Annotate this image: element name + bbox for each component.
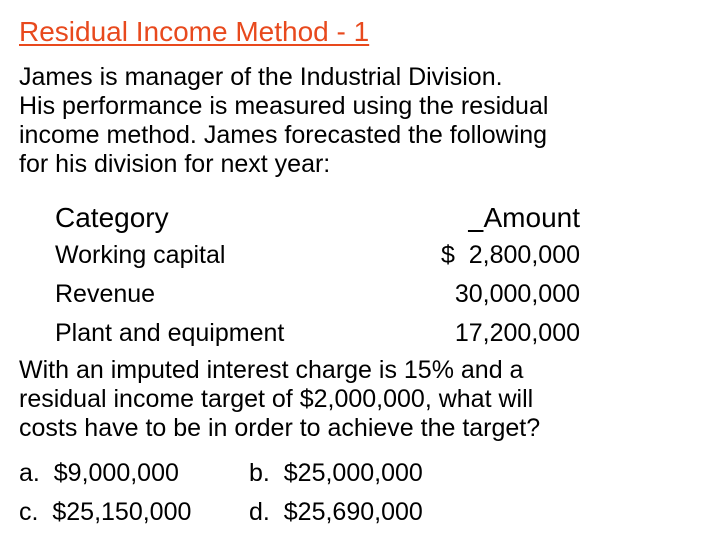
option-value: $25,690,000	[283, 498, 423, 526]
question-line: With an imputed interest charge is 15% and a	[19, 356, 524, 384]
row-category: Plant and equipment	[55, 319, 285, 347]
answer-option-d	[249, 493, 423, 532]
option-value: $25,000,000	[283, 459, 423, 487]
intro-paragraph	[19, 63, 709, 179]
question-line: costs have to be in order to achieve the target?	[19, 414, 541, 442]
header-amount-wrap	[468, 202, 580, 234]
table-row	[55, 315, 580, 354]
answer-row	[19, 454, 539, 493]
option-value: $25,150,000	[52, 498, 192, 526]
intro-line: His performance is measured using the residual	[19, 92, 549, 120]
answer-option-c	[19, 493, 191, 532]
option-label: d.	[249, 498, 270, 526]
answer-option-a	[19, 454, 179, 493]
slide-title: Residual Income Method - 1	[19, 16, 370, 47]
table-row	[55, 237, 580, 276]
question-paragraph	[19, 356, 709, 443]
answer-option-b	[249, 454, 423, 493]
row-amount: $ 2,800,000	[440, 241, 580, 269]
row-amount: 30,000,000	[454, 280, 580, 308]
forecast-table	[55, 196, 580, 354]
intro-line: income method. James forecasted the following	[19, 121, 548, 149]
intro-line: James is manager of the Industrial Division.	[19, 63, 503, 91]
header-category: Category	[55, 202, 169, 233]
option-value: $9,000,000	[53, 459, 179, 487]
answer-row	[19, 493, 539, 532]
intro-line: for his division for next year:	[19, 150, 331, 178]
row-amount: 17,200,000	[454, 319, 580, 347]
header-amount: Amount	[483, 202, 580, 233]
answer-options	[19, 454, 539, 532]
option-label: a.	[19, 459, 40, 487]
option-label: c.	[19, 498, 39, 526]
row-category: Revenue	[55, 280, 156, 308]
table-row	[55, 276, 580, 315]
question-line: residual income target of $2,000,000, what will	[19, 385, 534, 413]
option-label: b.	[249, 459, 270, 487]
row-category: Working capital	[55, 241, 226, 269]
table-header	[55, 196, 580, 237]
